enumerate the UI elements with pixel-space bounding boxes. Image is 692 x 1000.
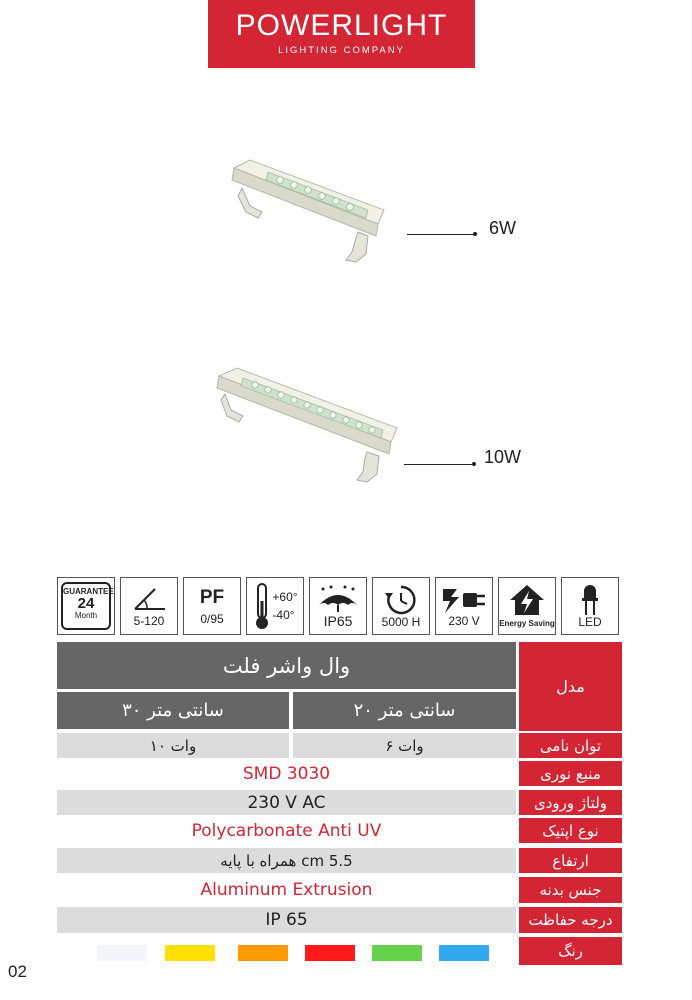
model-header: مدل bbox=[519, 642, 622, 731]
callout-line-6w bbox=[407, 234, 475, 235]
color-swatch-yellow bbox=[165, 945, 215, 961]
guarantee-icon bbox=[57, 577, 115, 635]
height-value: همراه با پایه cm 5.5 bbox=[57, 848, 516, 873]
pf-title: PF bbox=[199, 586, 225, 608]
brand-name: POWERLIGHT bbox=[235, 9, 448, 42]
lifetime-label: 5000 H bbox=[381, 614, 421, 629]
rated-power-30cm: ۱۰ وات bbox=[57, 733, 289, 758]
color-swatch-blue bbox=[439, 945, 489, 961]
wall-washer-6w-image bbox=[228, 158, 388, 270]
wattage-label-6w: 6W bbox=[489, 218, 516, 238]
brand-tagline: LIGHTING COMPANY bbox=[278, 45, 405, 56]
pf-label: 0/95 bbox=[200, 611, 224, 626]
wall-washer-10w-image bbox=[215, 366, 400, 486]
row-label-input-voltage: ولتاژ ورودی bbox=[519, 790, 622, 815]
color-swatch-orange bbox=[238, 945, 288, 961]
color-swatch-white bbox=[97, 945, 147, 961]
guarantee-months: 24 bbox=[77, 595, 95, 612]
energy-saving-label: Energy Saving bbox=[499, 618, 555, 628]
page-number: 02 bbox=[8, 962, 27, 981]
product-title: وال واشر فلت bbox=[57, 642, 516, 689]
row-label-protection: درجه حفاظت bbox=[519, 907, 622, 933]
row-label-light-source: منبع نوری bbox=[519, 761, 622, 786]
ip-rating-icon bbox=[309, 577, 367, 635]
temperature-icon bbox=[246, 577, 304, 635]
color-swatch-red bbox=[305, 945, 355, 961]
wattage-label-10w: 10W bbox=[484, 447, 522, 467]
rated-power-20cm: ۶ وات bbox=[293, 733, 516, 758]
size-30cm-header: ۳۰ سانتی متر bbox=[57, 692, 289, 729]
row-label-color: رنگ bbox=[519, 937, 622, 965]
guarantee-top: GUARANTEE bbox=[63, 587, 114, 596]
color-swatch-green bbox=[372, 945, 422, 961]
light-source-value: SMD 3030 bbox=[57, 761, 516, 786]
brand-logo bbox=[208, 0, 475, 68]
led-icon bbox=[561, 577, 619, 635]
guarantee-bottom: Month bbox=[74, 611, 98, 620]
led-label: LED bbox=[578, 614, 602, 629]
temp-high: +60° bbox=[272, 590, 298, 604]
callout-dot-10w bbox=[472, 462, 476, 466]
row-label-rated-power: توان نامی bbox=[519, 733, 622, 758]
body-material-value: Aluminum Extrusion bbox=[57, 877, 516, 903]
temp-low: -40° bbox=[272, 608, 295, 622]
optic-type-value: Polycarbonate Anti UV bbox=[57, 818, 516, 843]
row-label-body-material: جنس بدنه bbox=[519, 877, 622, 903]
lifetime-icon bbox=[372, 577, 430, 635]
energy-saving-icon bbox=[498, 577, 556, 635]
beam-angle-label: 5-120 bbox=[133, 613, 165, 628]
row-label-height: ارتفاع bbox=[519, 848, 622, 873]
row-label-optic-type: نوع اپتیک bbox=[519, 818, 622, 843]
voltage-label: 230 V bbox=[448, 613, 480, 628]
beam-angle-icon bbox=[120, 577, 178, 635]
power-factor-icon bbox=[183, 577, 241, 635]
input-voltage-value: 230 V AC bbox=[57, 790, 516, 815]
voltage-plug-icon bbox=[435, 577, 493, 635]
ip-rating-label: IP65 bbox=[323, 612, 353, 629]
size-20cm-header: ۲۰ سانتی متر bbox=[293, 692, 516, 729]
protection-value: IP 65 bbox=[57, 907, 516, 933]
callout-dot-6w bbox=[473, 232, 477, 236]
callout-line-10w bbox=[404, 464, 474, 465]
